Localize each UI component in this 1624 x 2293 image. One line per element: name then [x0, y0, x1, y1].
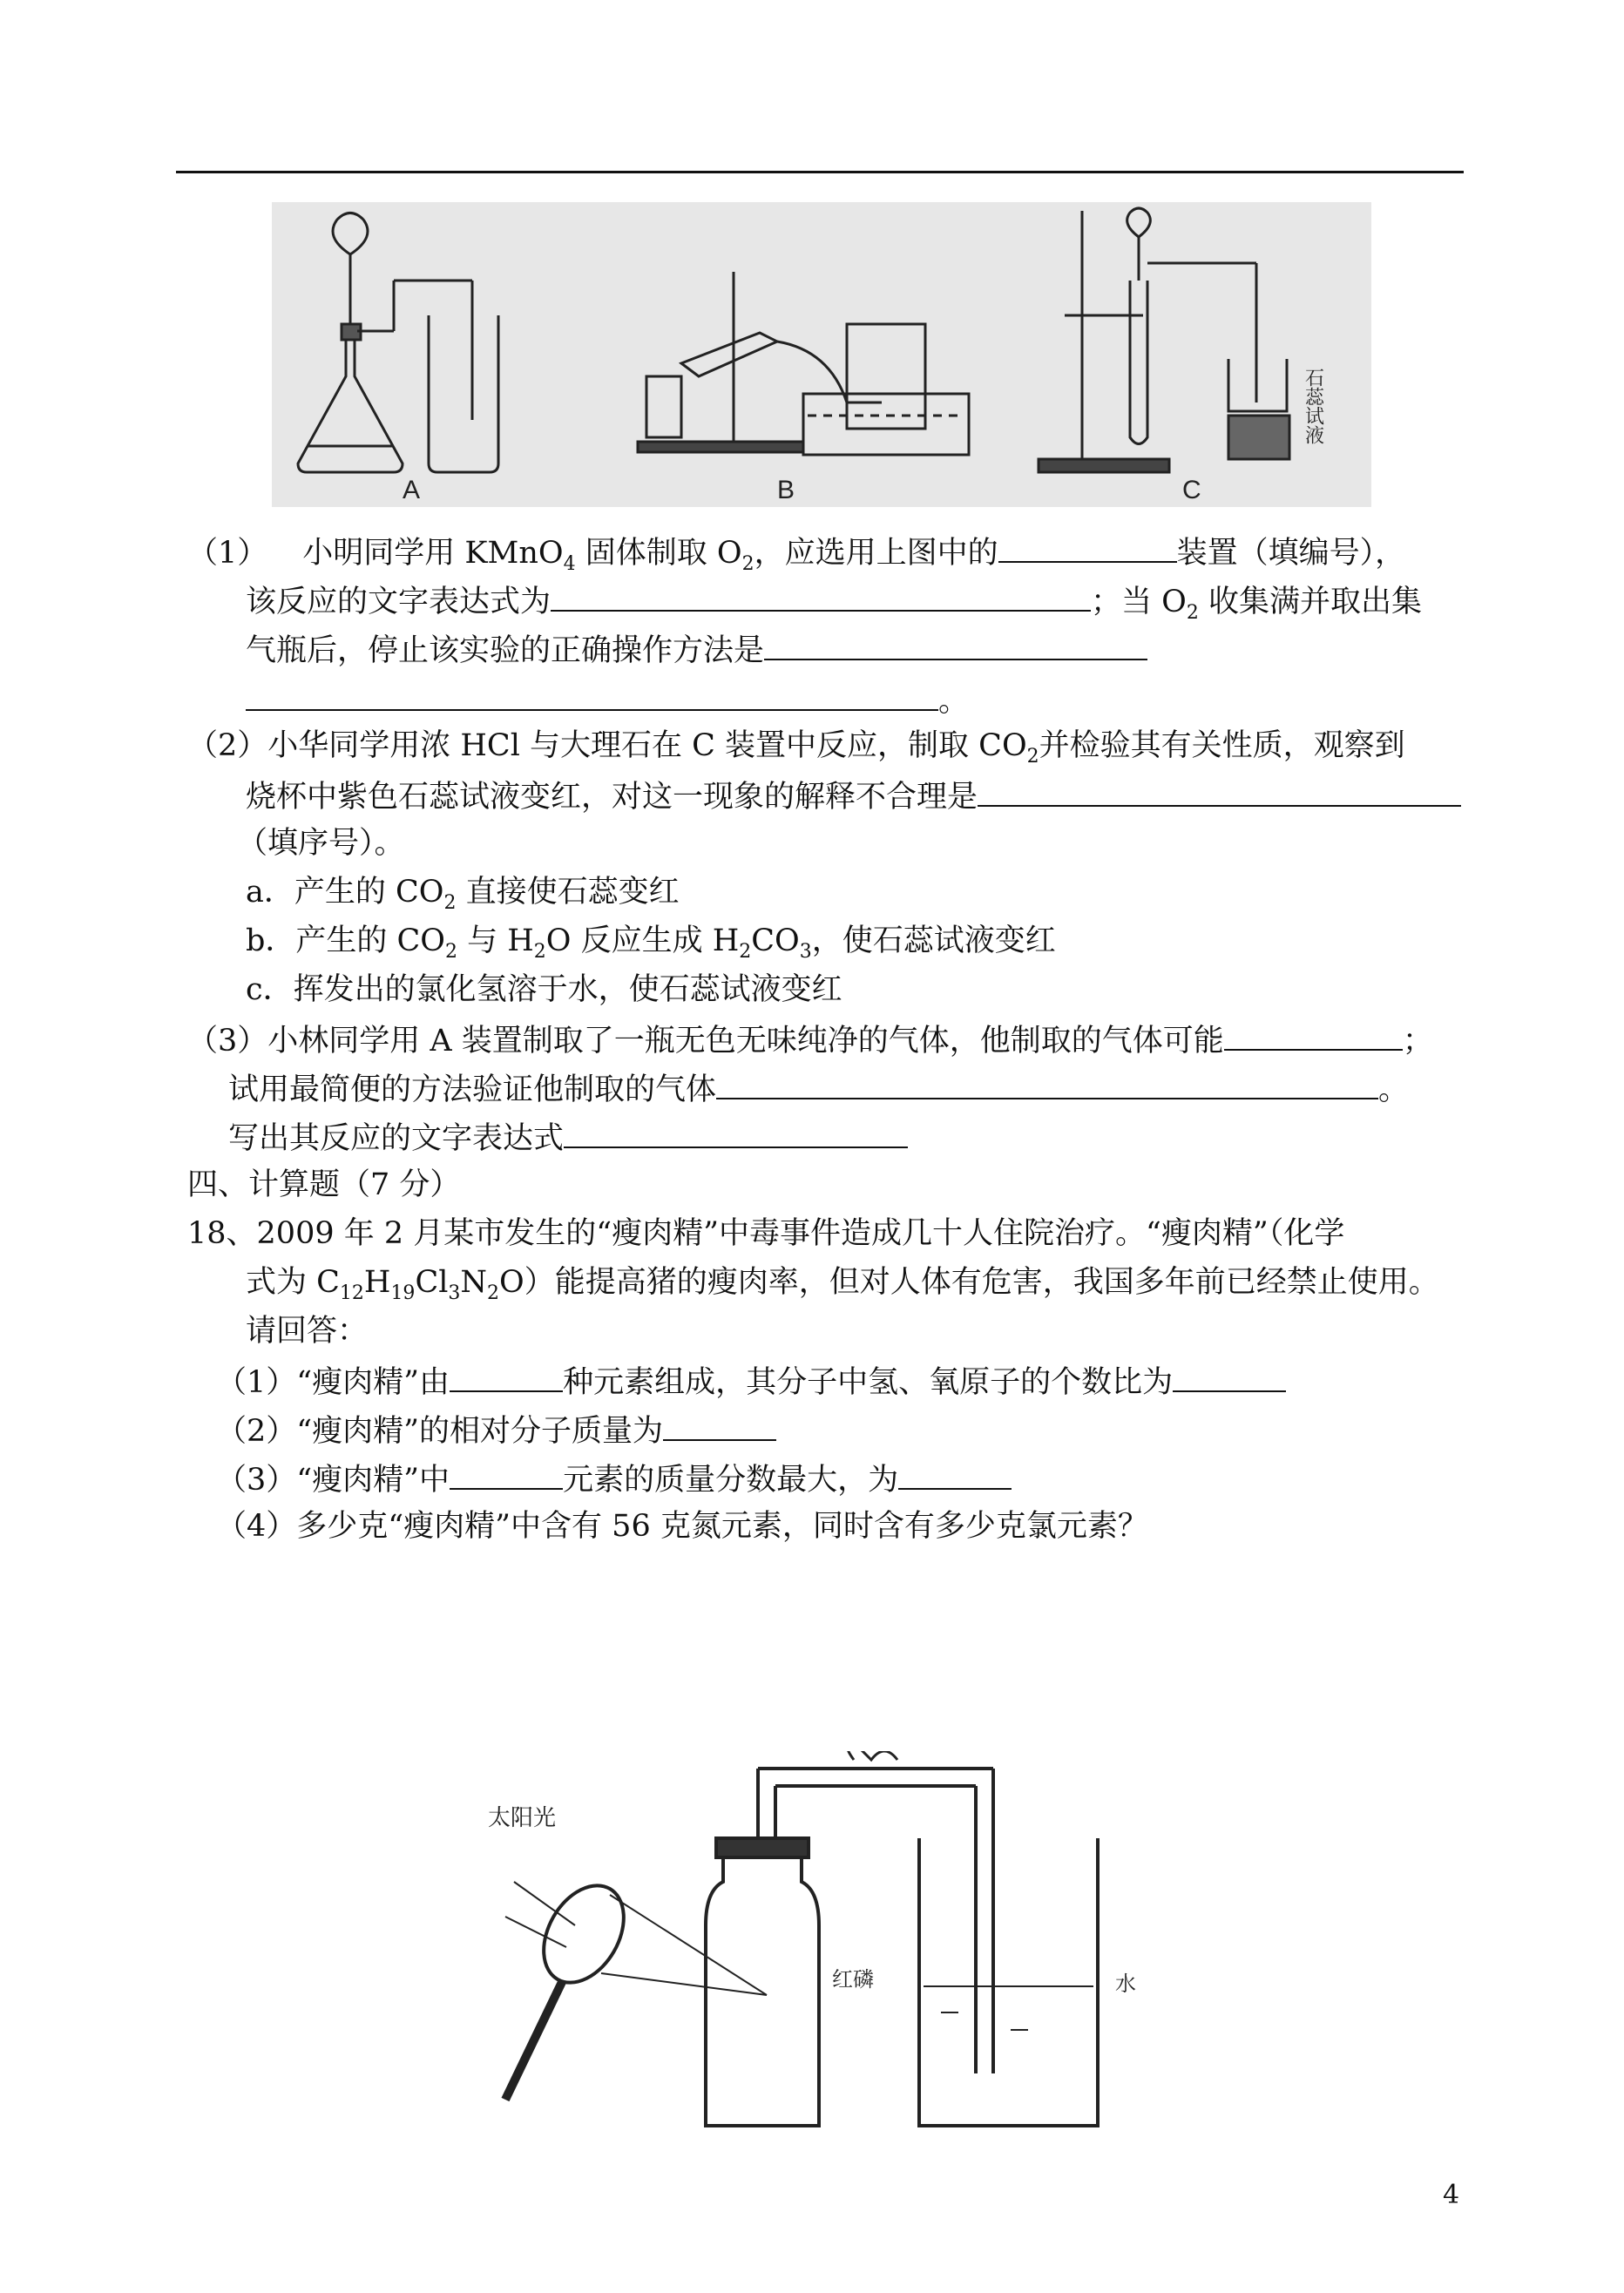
q17-p2-line3: （填序号）。: [237, 826, 405, 861]
q17-p2-option-b: b．产生的 $CO_2$ 与 $H_2O$ 反应生成 $H_2CO_3$，使石蕊试液变红: [246, 923, 1056, 963]
label-c: C: [1182, 476, 1201, 504]
q17-p3-line3: 写出其反应的文字表达式: [228, 1115, 908, 1160]
section-title: 四、计算题（7 分）: [187, 1167, 461, 1202]
phosphorus-drawing: [488, 1751, 1359, 2134]
q17-p2-option-a: a．产生的 $CO_2$ 直接使石蕊变红: [246, 875, 680, 914]
q18-sub4: （4）多少克“瘦肉精”中含有 56 克氮元素，同时含有多少克氯元素？: [216, 1509, 1148, 1544]
answer-blank[interactable]: [246, 678, 938, 711]
answer-blank[interactable]: [998, 530, 1177, 563]
litmus-label: 石蕊试液: [1302, 368, 1324, 444]
q17-p1-line2: 该反应的文字表达式为 ；当 $O_2$ 收集满并取出集: [246, 578, 1422, 623]
page-number: 4: [1443, 2180, 1460, 2210]
answer-blank[interactable]: [450, 1359, 563, 1392]
q17-p2-line2: 烧杯中紫色石蕊试液变红，对这一现象的解释不合理是: [246, 774, 1461, 818]
answer-blank[interactable]: [978, 774, 1461, 807]
answer-blank[interactable]: [898, 1457, 1012, 1490]
answer-blank[interactable]: [716, 1066, 1378, 1099]
phosphorus-label: 红磷: [832, 1967, 874, 1992]
q18-sub1: （1）“瘦肉精”由 种元素组成，其分子中氢、氧原子的个数比为: [216, 1359, 1286, 1404]
apparatus-drawing: [272, 202, 1371, 507]
q17-p1-line4: 。: [246, 678, 969, 722]
q17-p1-line1: （1） 小明同学用 KMnO$_4$ 固体制取 $O_2$，应选用上图中的 装置（填编号），: [187, 530, 1405, 574]
q18-sub3: （3）“瘦肉精”中 元素的质量分数最大，为: [216, 1457, 1012, 1501]
answer-blank[interactable]: [764, 627, 1147, 660]
header-rule: [176, 171, 1464, 173]
q17-p3-line1: （3）小林同学用 A 装置制取了一瓶无色无味纯净的气体，他制取的气体可能 ；: [187, 1018, 1433, 1062]
phosphorus-experiment-figure: [488, 1751, 1359, 2134]
label-a: A: [403, 476, 421, 504]
q17-p1-line3: 气瓶后，停止该实验的正确操作方法是: [246, 627, 1147, 672]
answer-blank[interactable]: [564, 1115, 908, 1148]
q18-line3: 请回答：: [246, 1314, 369, 1349]
answer-blank[interactable]: [551, 578, 1091, 612]
q17-p2-line1: （2）小华同学用浓 HCl 与大理石在 C 装置中反应，制取 $CO_2$并检验其有关性质，观察到: [187, 728, 1405, 768]
water-label: 水: [1115, 1972, 1136, 1996]
answer-blank[interactable]: [663, 1408, 776, 1441]
answer-blank[interactable]: [1224, 1018, 1403, 1051]
apparatus-figure-abc: [272, 202, 1371, 507]
q18-sub2: （2）“瘦肉精”的相对分子质量为: [216, 1408, 776, 1452]
q17-p3-line2: 试用最简便的方法验证他制取的气体 。: [228, 1066, 1409, 1111]
q18-line1: 18、2009 年 2 月某市发生的“瘦肉精”中毒事件造成几十人住院治疗。“瘦肉精”（化学: [187, 1216, 1345, 1251]
label-b: B: [777, 476, 795, 504]
answer-blank[interactable]: [1173, 1359, 1286, 1392]
sunlight-label: 太阳光: [488, 1805, 557, 1831]
answer-blank[interactable]: [450, 1457, 563, 1490]
q18-line2: 式为 $C_{12}H_{19}Cl_3N_2O$）能提高猪的瘦肉率，但对人体有危害，我国多年前已经禁止使用。: [246, 1265, 1439, 1304]
q17-p2-option-c: c．挥发出的氯化氢溶于水，使石蕊试液变红: [246, 972, 842, 1007]
